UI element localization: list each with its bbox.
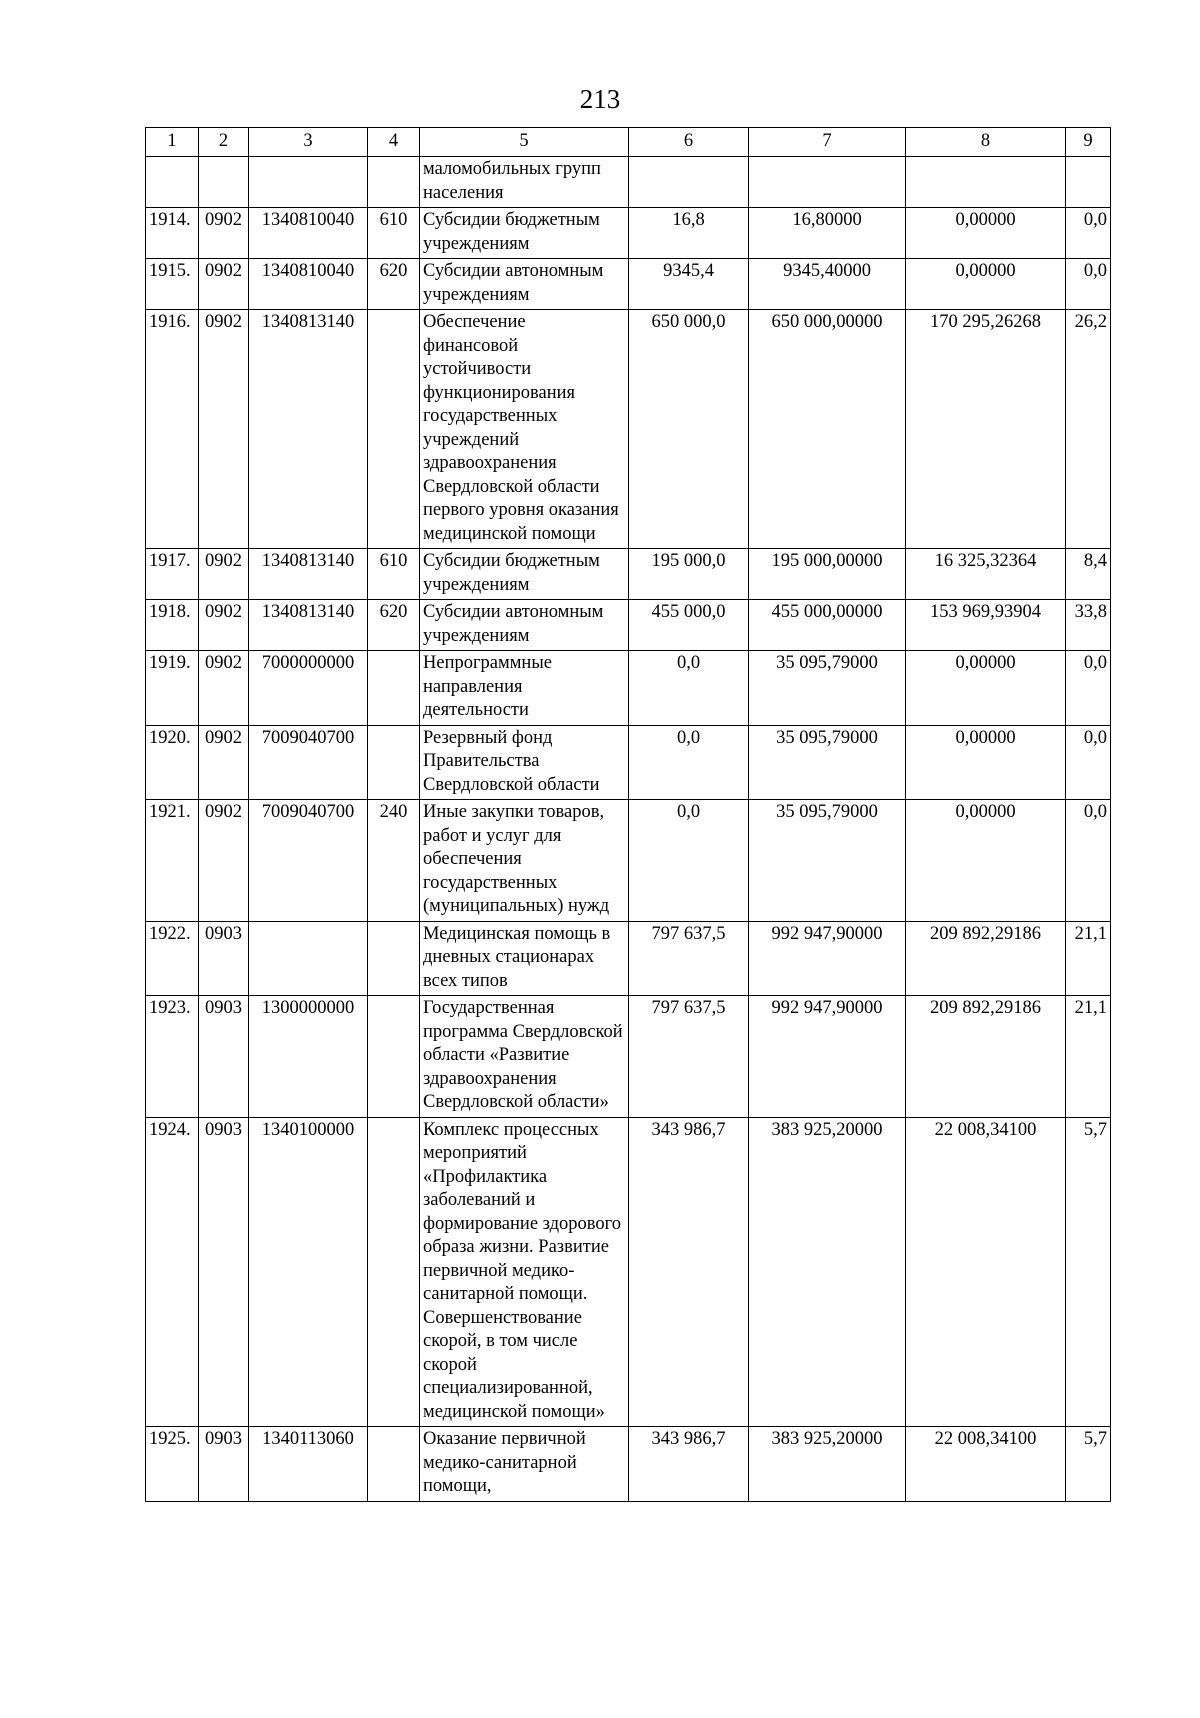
executed-amount: 0,00000 [906, 725, 1066, 800]
target-article-code: 1340113060 [249, 1427, 368, 1502]
refined-amount: 650 000,00000 [749, 310, 906, 549]
row-number: 1916. [146, 310, 199, 549]
execution-percent: 0,0 [1066, 651, 1111, 726]
expense-type-code [368, 1427, 420, 1502]
refined-amount: 195 000,00000 [749, 549, 906, 600]
table-row [146, 1117, 1111, 1427]
item-name: маломобильных групп населения [420, 157, 629, 208]
section-code: 0902 [199, 600, 249, 651]
execution-percent [1066, 157, 1111, 208]
executed-amount: 0,00000 [906, 208, 1066, 259]
expense-type-code [368, 996, 420, 1118]
refined-amount: 383 925,20000 [749, 1427, 906, 1502]
item-name: Комплекс процессных мероприятий «Профилактика заболеваний и формирование здорового образа жизни. Развитие первичной медико-санитарной помощи. Совершенствование скорой, в том числе скорой специализированной, медицинской помощи» [420, 1117, 629, 1427]
execution-percent: 21,1 [1066, 921, 1111, 996]
section-code: 0903 [199, 921, 249, 996]
row-number: 1917. [146, 549, 199, 600]
target-article-code: 1340813140 [249, 600, 368, 651]
plan-amount: 195 000,0 [629, 549, 749, 600]
target-article-code: 7000000000 [249, 651, 368, 726]
execution-percent: 21,1 [1066, 996, 1111, 1118]
refined-amount: 383 925,20000 [749, 1117, 906, 1427]
executed-amount: 22 008,34100 [906, 1117, 1066, 1427]
executed-amount [906, 157, 1066, 208]
section-code: 0902 [199, 651, 249, 726]
plan-amount: 343 986,7 [629, 1427, 749, 1502]
plan-amount: 0,0 [629, 651, 749, 726]
table-row [146, 600, 1111, 651]
table-row [146, 651, 1111, 726]
target-article-code: 7009040700 [249, 800, 368, 922]
expense-type-code [368, 310, 420, 549]
plan-amount: 797 637,5 [629, 921, 749, 996]
refined-amount: 35 095,79000 [749, 725, 906, 800]
section-code: 0902 [199, 725, 249, 800]
table-row [146, 1427, 1111, 1502]
item-name: Субсидии бюджетным учреждениям [420, 549, 629, 600]
target-article-code: 1340810040 [249, 259, 368, 310]
execution-percent: 5,7 [1066, 1427, 1111, 1502]
table-row [146, 310, 1111, 549]
target-article-code: 7009040700 [249, 725, 368, 800]
executed-amount: 153 969,93904 [906, 600, 1066, 651]
header-row [146, 128, 1111, 157]
executed-amount: 209 892,29186 [906, 996, 1066, 1118]
executed-amount: 16 325,32364 [906, 549, 1066, 600]
target-article-code: 1340813140 [249, 549, 368, 600]
col-header-7: 7 [749, 128, 906, 157]
section-code [199, 157, 249, 208]
table-row [146, 725, 1111, 800]
row-number: 1918. [146, 600, 199, 651]
col-header-2: 2 [199, 128, 249, 157]
execution-percent: 33,8 [1066, 600, 1111, 651]
expense-type-code: 610 [368, 549, 420, 600]
target-article-code: 1340810040 [249, 208, 368, 259]
section-code: 0902 [199, 259, 249, 310]
executed-amount: 209 892,29186 [906, 921, 1066, 996]
page-number: 213 [579, 84, 621, 114]
execution-percent: 5,7 [1066, 1117, 1111, 1427]
plan-amount: 455 000,0 [629, 600, 749, 651]
target-article-code [249, 921, 368, 996]
table-row [146, 996, 1111, 1118]
row-number: 1915. [146, 259, 199, 310]
plan-amount: 0,0 [629, 800, 749, 922]
executed-amount: 0,00000 [906, 800, 1066, 922]
executed-amount: 22 008,34100 [906, 1427, 1066, 1502]
col-header-4: 4 [368, 128, 420, 157]
execution-percent: 0,0 [1066, 208, 1111, 259]
section-code: 0902 [199, 208, 249, 259]
row-number: 1923. [146, 996, 199, 1118]
table-row [146, 800, 1111, 922]
table-row [146, 921, 1111, 996]
row-number [146, 157, 199, 208]
col-header-8: 8 [906, 128, 1066, 157]
target-article-code: 1340813140 [249, 310, 368, 549]
col-header-6: 6 [629, 128, 749, 157]
target-article-code: 1340100000 [249, 1117, 368, 1427]
table-body [146, 157, 1111, 1502]
expense-type-code [368, 1117, 420, 1427]
refined-amount [749, 157, 906, 208]
section-code: 0902 [199, 310, 249, 549]
execution-percent: 8,4 [1066, 549, 1111, 600]
refined-amount: 992 947,90000 [749, 996, 906, 1118]
plan-amount: 797 637,5 [629, 996, 749, 1118]
plan-amount: 650 000,0 [629, 310, 749, 549]
expense-type-code: 610 [368, 208, 420, 259]
execution-percent: 0,0 [1066, 259, 1111, 310]
plan-amount: 343 986,7 [629, 1117, 749, 1427]
col-header-3: 3 [249, 128, 368, 157]
plan-amount: 0,0 [629, 725, 749, 800]
executed-amount: 170 295,26268 [906, 310, 1066, 549]
row-number: 1920. [146, 725, 199, 800]
col-header-9: 9 [1066, 128, 1111, 157]
row-number: 1925. [146, 1427, 199, 1502]
plan-amount: 16,8 [629, 208, 749, 259]
section-code: 0903 [199, 1427, 249, 1502]
expense-type-code [368, 921, 420, 996]
row-number: 1914. [146, 208, 199, 259]
item-name: Оказание первичной медико-санитарной помощи, [420, 1427, 629, 1502]
target-article-code [249, 157, 368, 208]
refined-amount: 992 947,90000 [749, 921, 906, 996]
plan-amount: 9345,4 [629, 259, 749, 310]
row-number: 1922. [146, 921, 199, 996]
table-row [146, 259, 1111, 310]
item-name: Иные закупки товаров, работ и услуг для обеспечения государственных (муниципальных) нужд [420, 800, 629, 922]
execution-percent: 0,0 [1066, 800, 1111, 922]
refined-amount: 9345,40000 [749, 259, 906, 310]
item-name: Субсидии автономным учреждениям [420, 600, 629, 651]
item-name: Резервный фонд Правительства Свердловской области [420, 725, 629, 800]
item-name: Субсидии бюджетным учреждениям [420, 208, 629, 259]
expense-type-code: 620 [368, 259, 420, 310]
expense-type-code: 620 [368, 600, 420, 651]
item-name: Субсидии автономным учреждениям [420, 259, 629, 310]
item-name: Государственная программа Свердловской области «Развитие здравоохранения Свердловской области» [420, 996, 629, 1118]
section-code: 0903 [199, 1117, 249, 1427]
refined-amount: 16,80000 [749, 208, 906, 259]
refined-amount: 35 095,79000 [749, 800, 906, 922]
table-row [146, 157, 1111, 208]
expense-type-code: 240 [368, 800, 420, 922]
row-number: 1924. [146, 1117, 199, 1427]
col-header-5: 5 [420, 128, 629, 157]
row-number: 1919. [146, 651, 199, 726]
table-row [146, 208, 1111, 259]
executed-amount: 0,00000 [906, 259, 1066, 310]
expense-type-code [368, 651, 420, 726]
item-name: Медицинская помощь в дневных стационарах всех типов [420, 921, 629, 996]
row-number: 1921. [146, 800, 199, 922]
refined-amount: 35 095,79000 [749, 651, 906, 726]
executed-amount: 0,00000 [906, 651, 1066, 726]
item-name: Обеспечение финансовой устойчивости функционирования государственных учреждений здравоохранения Свердловской области первого уровня оказания медицинской помощи [420, 310, 629, 549]
section-code: 0902 [199, 800, 249, 922]
expense-type-code [368, 157, 420, 208]
section-code: 0902 [199, 549, 249, 600]
item-name: Непрограммные направления деятельности [420, 651, 629, 726]
table-row [146, 549, 1111, 600]
plan-amount [629, 157, 749, 208]
col-header-1: 1 [146, 128, 199, 157]
execution-percent: 0,0 [1066, 725, 1111, 800]
section-code: 0903 [199, 996, 249, 1118]
expense-type-code [368, 725, 420, 800]
target-article-code: 1300000000 [249, 996, 368, 1118]
refined-amount: 455 000,00000 [749, 600, 906, 651]
execution-percent: 26,2 [1066, 310, 1111, 549]
budget-table [145, 127, 1111, 1502]
